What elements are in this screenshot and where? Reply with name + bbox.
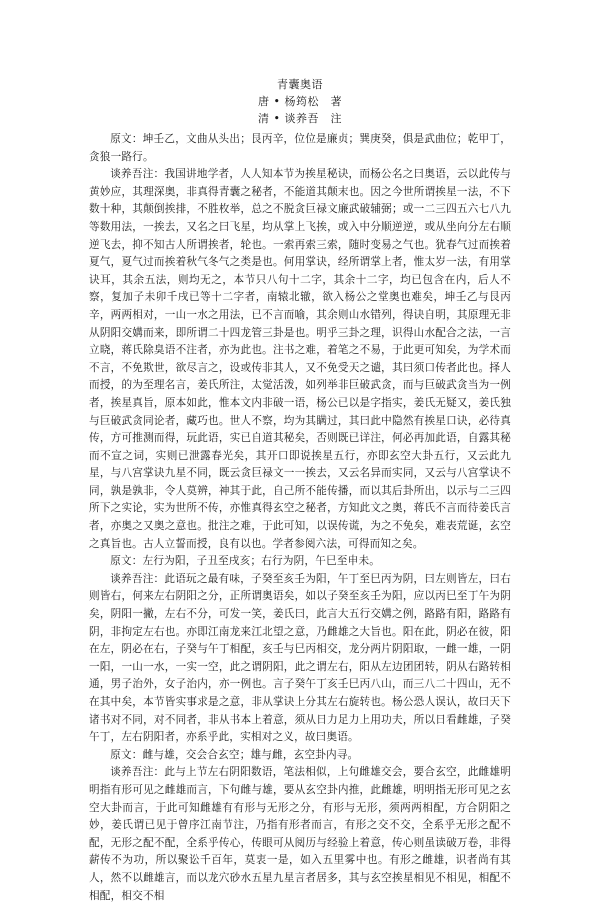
paragraph-original-1: 原文：坤壬乙，文曲从头出；艮丙辛，位位是廉贞；巽庚癸，俱是武曲位；乾甲丁，贪狼一路行。 bbox=[89, 133, 511, 163]
paragraph-original-3: 原文：雌与雄，交会合玄空；雄与雌，玄空卦内寻。 bbox=[110, 748, 359, 761]
document-header bbox=[89, 76, 511, 127]
paragraph-commentary-2: 谈养吾注：此语玩之最有味，子癸至亥壬为阳，午丁至巳丙为阴，曰左则皆左，曰右则皆右，何来左右阴阳之分，正所谓奥语矣，如以子癸至亥壬为阳，应以丙巳至丁午为阴矣，阴阳一撇，左右不分，可发一笑，姜氏曰，此言大五行交媾之例，路路有阳，路路有阴，非拘定左右也。亦即江南龙来江北望之意，乃雌雄之大旨也。阳在此，阴必在彼，阳在左，阴必在右，子癸与午丁相配，亥壬与巳丙相交，龙分两片阴阳取，一雌一雄，一阴一阳，一山一水，一实一空，此之谓阴阳，此之谓左右，阳从左边团团转，阴从右路转相通，男子治外，女子治内，亦一例也。言子癸午丁亥壬巳丙八山，而三八二十四山，无不在其中矣，本节皆实事求是之意，非从掌诀上分其左右旋转也。杨公恐人误认，故曰天下诸书对不同，对不同者，非从书本上着意，须从日力足力上用功夫，所以日看雌雄，子癸午丁，左右阴阳者，亦系乎此，实相对之义，故曰奥语。 bbox=[89, 572, 511, 744]
author-line: 唐 • 杨筠松 著 bbox=[258, 95, 342, 108]
paragraph-commentary-1: 谈养吾注：我国讲地学者，人人知本节为挨星秘诀，而杨公名之曰奥语，云以此传与黄妙应，其理深奥，非真得青囊之秘者，不能道其颠末也。因之今世所谓挨星一法，不下数十种，其颠倒挨排，不胜枚举，总之不脱贪巨禄文廉武破辅弼；或一二三四五六七八九等数用法，一挨去，又名之曰飞星，均从掌上飞挨，或入中分顺逆逆，或从坐向分左右顺逆飞去，抑不知古人所谓挨者，轮也。一索再索三索，随时变易之气也。犹春气过而挨着夏气，夏气过而挨着秋气冬气之类是也。何用掌诀，经所谓掌上者，惟太岁一法，有用掌诀耳，其余五法，则均无之，本节只八句十二字，其余十二字，均已包含在内，后人不察，复加子未卯千戌已等十二字者，南辕北辙，欲入杨公之堂奥也难矣，坤壬乙与艮丙辛，两两相对，一山一水之用法，已不言而喻，其余则山水错列，得诀自明，其原理无非从阴阳交媾而来，即所谓二十四龙管三卦是也。明乎三卦之理，识得山水配合之法，一言立晓，蒋氏除臭语不注者，亦为此也。注书之难，着笔之不易，于此更可知矣，为学术而不言，不免欺世，欲尽言之，设或传非其人，又不免受天之谴，其曰须口传者此也。择人而授，的为至理名言，姜氏所注，太觉活泼，如列举非巨破武贪，而与巨破武贪当为一例者，挨星真旨，原本如此，惟本文内非破一语，杨公已以是字指实，姜氏无疑又，姜氏独与巨破武贪同论者，藏巧也。世人不察，均为其瞒过，其曰此中隐然有挨星口诀，必待真传，方可推测而得，玩此语，实已自道其秘矣，否则既已详注，何必再加此语，自露其秘而不宣之词，实则已泄露春光矣，其开口即说挨星五行，亦即玄空大卦五行，又云此九星，与八宫掌诀九星不同，既云贪巨禄文一一挨去，又云名异而实同，又云与八宫掌诀不同，孰是孰非，令人莫辨，神其于此，自己所不能传播，而以其后卦所出，以示与二三四所下之实论，实为世所不传，亦惟真得玄空之秘者，方知此文之奥，蒋氏不言而待姜氏言者，亦奥之又奥之意也。批注之难，于此可知，以误传谎，为之不免矣，难表荒诞，玄空之真旨也。古人立誓而授，良有以也。学者参阅六法，可得而知之矣。 bbox=[89, 168, 511, 550]
document-body bbox=[89, 131, 511, 905]
paragraph-commentary-3: 谈养吾注：此与上节左右阴阳数语，笔法相似，上句雌雄交会，要合玄空，此雌雄明明指有形可见之雌雄而言，下句雌与雄，要从玄空卦内推，此雌雄，明明指无形可见之玄空大卦而言，于此可知雌雄有有形与无形之分，有形与无形，须两两相配，方合阴阳之妙，姜氏谓已见于曾序江南节注，乃指有形者而言，有形之交不交，全系乎无形之配不配，无形之配不配，全系乎传心，传眼可从阅历与经验上着意，传心则虽读破万卷，非得薪传不为功，所以聚讼千百年，莫衷一是，如入五里雾中也。有形之雌雄，识者尚有其人，然不以雌雄言，而以龙穴砂水五星九星言者居多，其与玄空挨星相见不相见，相配不相配，相交不相 bbox=[89, 766, 511, 902]
document-title: 青囊奥语 bbox=[277, 78, 323, 91]
annotator-line: 清 • 谈养吾 注 bbox=[258, 112, 342, 125]
paragraph-original-2: 原文：左行为阳，子丑至戌亥；右行为阴，午巳至申未。 bbox=[110, 555, 381, 568]
